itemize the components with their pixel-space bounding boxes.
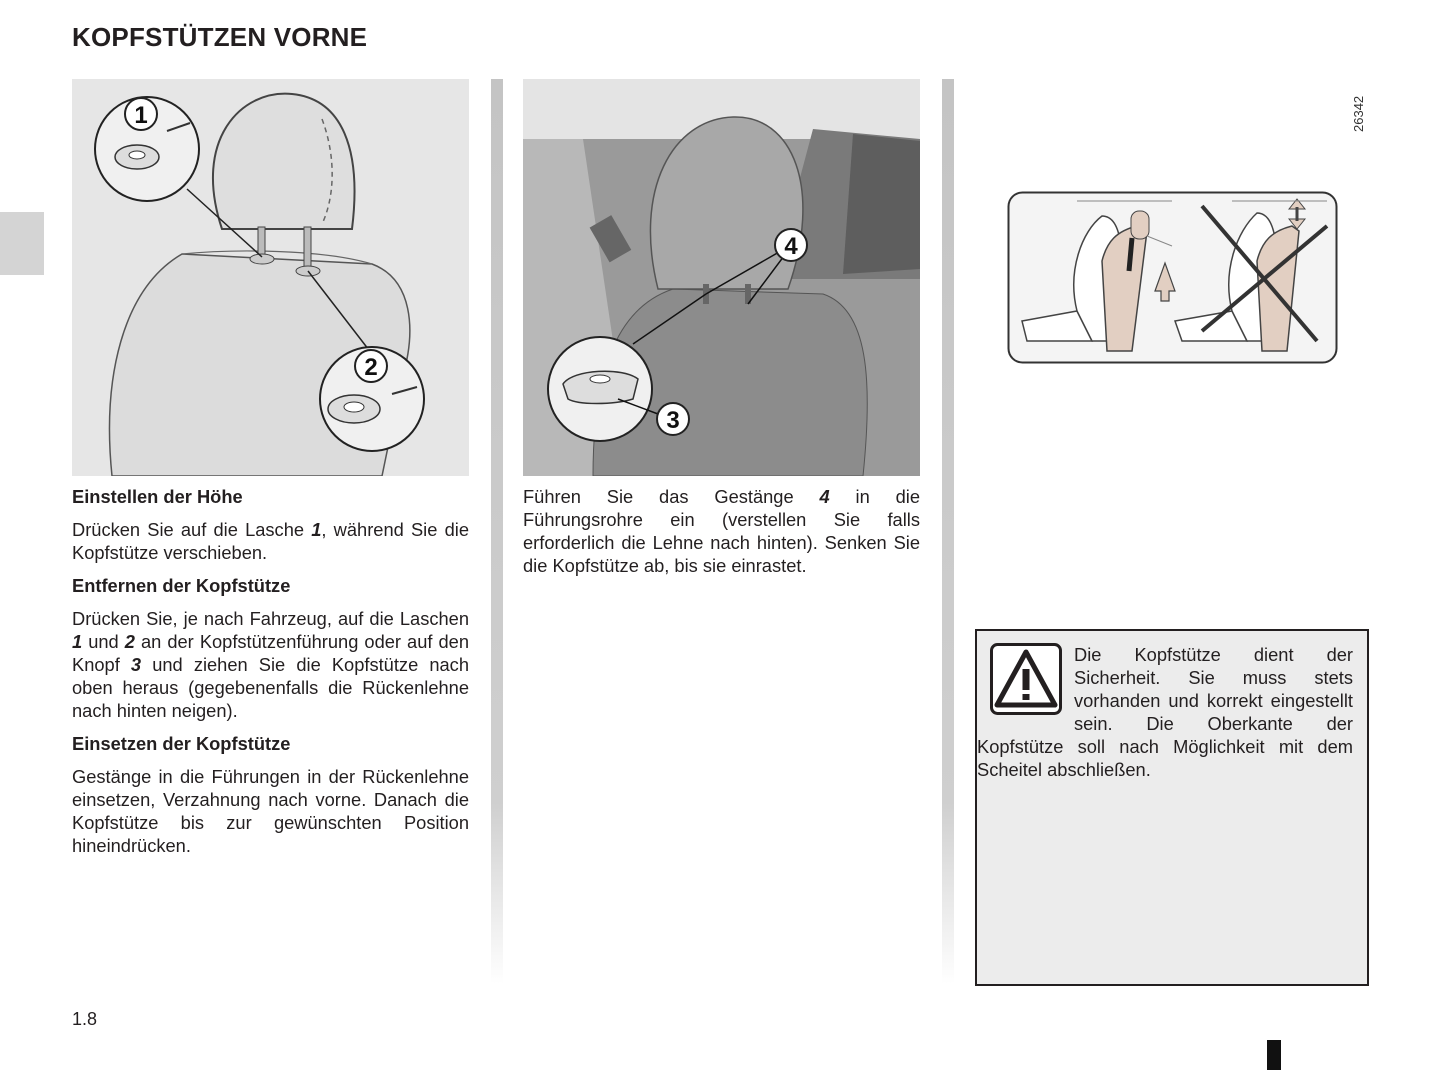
figure-headrest-car-photo <box>523 79 920 476</box>
warning-triangle-icon <box>990 643 1062 715</box>
paragraph-insert-headrest: Gestänge in die Führungen in der Rückenlehne einsetzen, Verzahnung nach vorne. Danach die Kopfstütze bis zur gewünschten Position hineindrücken. <box>72 766 469 856</box>
ref-2: 2 <box>124 631 135 652</box>
ref-1: 1 <box>311 519 322 540</box>
middle-column <box>523 485 920 577</box>
column-divider-right <box>942 79 954 984</box>
callout-2-label: 2 <box>364 354 378 381</box>
text-run: an der Kopfstützenführung oder auf den Knopf <box>72 631 469 675</box>
ref-4: 4 <box>819 486 830 507</box>
text-run: in die Führungsrohre ein (verstellen Sie falls erforderlich die Lehne nach hinten). Senken Sie die Kopfstütze ab, bis sie einrastet. <box>523 486 920 576</box>
figure-headrest-position-diagram <box>1007 191 1338 364</box>
callout-3-label: 3 <box>666 407 680 434</box>
section-tab <box>0 212 44 275</box>
page-number: 1.8 <box>72 1009 98 1029</box>
left-column <box>72 485 469 857</box>
ref-1: 1 <box>72 631 83 652</box>
warning-box <box>975 629 1369 986</box>
ref-3: 3 <box>130 654 142 675</box>
text-run: Drücken Sie auf die Lasche <box>72 519 312 540</box>
paragraph-adjust-height <box>72 518 469 564</box>
text-run: Drücken Sie, je nach Fahrzeug, auf die Laschen <box>72 608 469 629</box>
page-marker <box>1267 1040 1281 1070</box>
page-title: KOPFSTÜTZEN VORNE <box>72 22 368 52</box>
text-run: Führen Sie das Gestänge <box>523 486 820 507</box>
heading-adjust-height: Einstellen der Höhe <box>72 486 243 507</box>
figure-headrest-seat <box>72 79 469 476</box>
paragraph-insert-rods <box>523 485 920 577</box>
column-divider-left <box>491 79 503 984</box>
paragraph-remove-headrest <box>72 607 469 722</box>
heading-remove-headrest: Entfernen der Kopfstütze <box>72 575 291 596</box>
text-run: und ziehen Sie die Kopfstütze nach oben heraus (gegebenenfalls die Rückenlehne nach hinten neigen). <box>72 654 469 721</box>
figure-number-3: 26342 <box>1351 95 1366 132</box>
callout-4-label: 4 <box>784 233 798 260</box>
text-run: , während Sie die Kopfstütze verschieben. <box>72 519 469 563</box>
text-run: und <box>82 631 125 652</box>
warning-text: Die Kopfstütze dient der Sicherheit. Sie muss stets vorhanden und korrekt eingestellt sein. Die Oberkante der Kopfstütze soll nach Möglichkeit mit dem Scheitel abschließen. <box>977 644 1353 780</box>
heading-insert-headrest: Einsetzen der Kopfstütze <box>72 733 291 754</box>
callout-1-label: 1 <box>134 102 148 129</box>
